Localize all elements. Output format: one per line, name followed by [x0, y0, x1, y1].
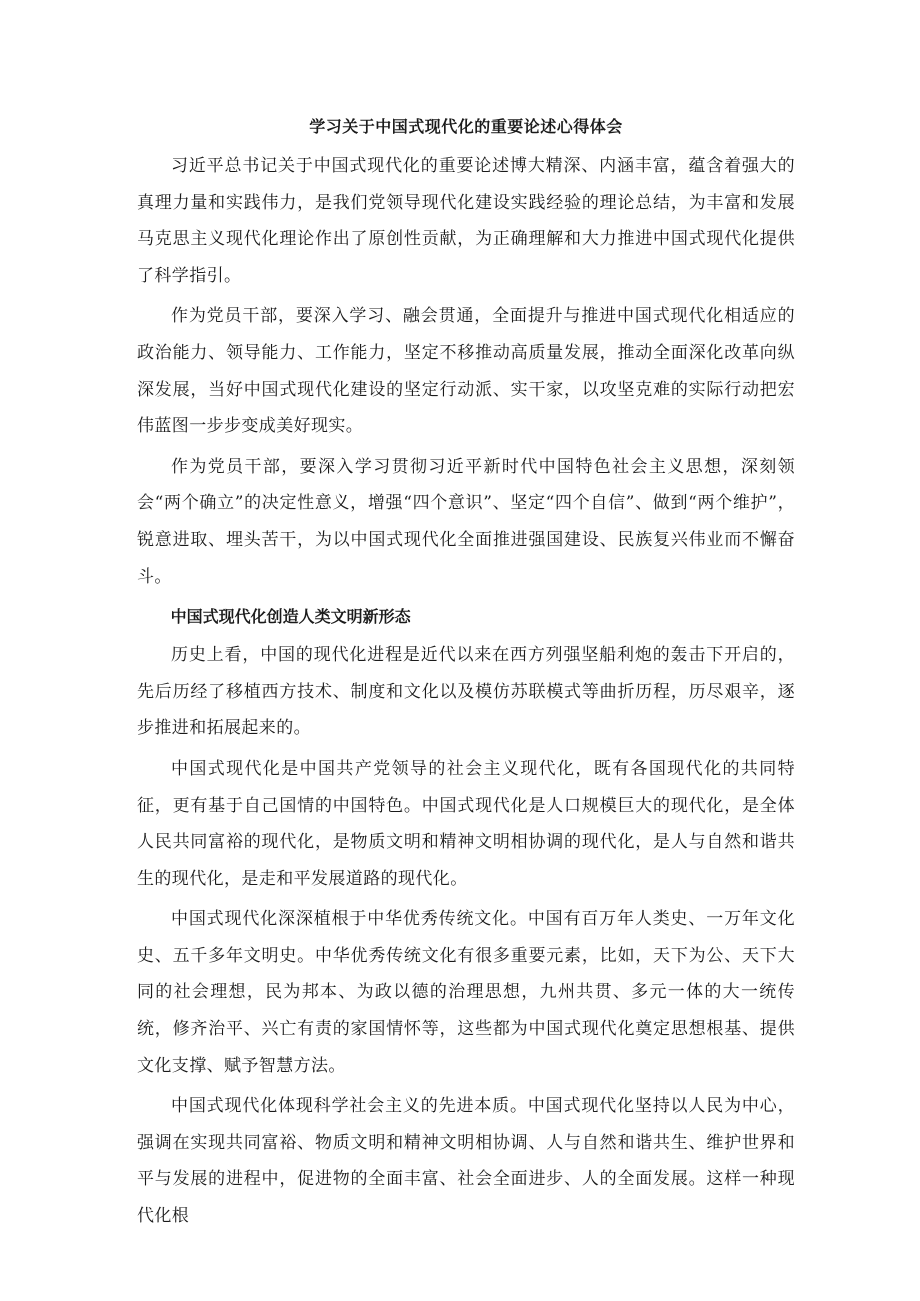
- intro-paragraph-2: 作为党员干部，要深入学习、融会贯通，全面提升与推进中国式现代化相适应的政治能力、领导能力、工作能力，坚定不移推动高质量发展，推动全面深化改革向纵深发展，当好中国式现代化建设的坚定行动派、实干家，以攻坚克难的实际行动把宏伟蓝图一步步变成美好现实。: [137, 306, 795, 437]
- section-paragraph-1: 历史上看，中国的现代化进程是近代以来在西方列强坚船利炮的轰击下开启的，先后历经了移植西方技术、制度和文化以及模仿苏联模式等曲折历程，历尽艰辛，逐步推进和拓展起来的。: [137, 645, 795, 739]
- document-title: 学习关于中国式现代化的重要论述心得体会: [309, 117, 623, 136]
- section-paragraph-3: 中国式现代化深深植根于中华优秀传统文化。中国有百万年人类史、一万年文化史、五千多年文明史。中华优秀传统文化有很多重要元素，比如，天下为公、天下大同的社会理想，民为邦本、为政以德的治理思想，九州共贯、多元一体的大一统传统，修齐治平、兴亡有责的家国情怀等，这些都为中国式现代化奠定思想根基、提供文化支撑、赋予智慧方法。: [137, 909, 795, 1076]
- section-paragraph-4: 中国式现代化体现科学社会主义的先进本质。中国式现代化坚持以人民为中心，强调在实现共同富裕、物质文明和精神文明相协调、人与自然和谐共生、维护世界和平与发展的进程中，促进物的全面丰富、社会全面进步、人的全面发展。这样一种现代化根: [137, 1096, 795, 1227]
- document-page: [137, 112, 795, 1239]
- section-paragraph-2: 中国式现代化是中国共产党领导的社会主义现代化，既有各国现代化的共同特征，更有基于自己国情的中国特色。中国式现代化是人口规模巨大的现代化，是全体人民共同富裕的现代化，是物质文明和精神文明相协调的现代化，是人与自然和谐共生的现代化，是走和平发展道路的现代化。: [137, 758, 795, 889]
- intro-paragraph-3: 作为党员干部，要深入学习贯彻习近平新时代中国特色社会主义思想，深刻领会“两个确立”的决定性意义，增强“四个意识”、坚定“四个自信”、做到“两个维护”，锐意进取、埋头苦干，为以中国式现代化全面推进强国建设、民族复兴伟业而不懈奋斗。: [137, 456, 795, 587]
- section-heading: 中国式现代化创造人类文明新形态: [170, 607, 411, 627]
- intro-paragraph-1: 习近平总书记关于中国式现代化的重要论述博大精深、内涵丰富，蕴含着强大的真理力量和实践伟力，是我们党领导现代化建设实践经验的理论总结，为丰富和发展马克思主义现代化理论作出了原创性贡献，为正确理解和大力推进中国式现代化提供了科学指引。: [137, 156, 795, 286]
